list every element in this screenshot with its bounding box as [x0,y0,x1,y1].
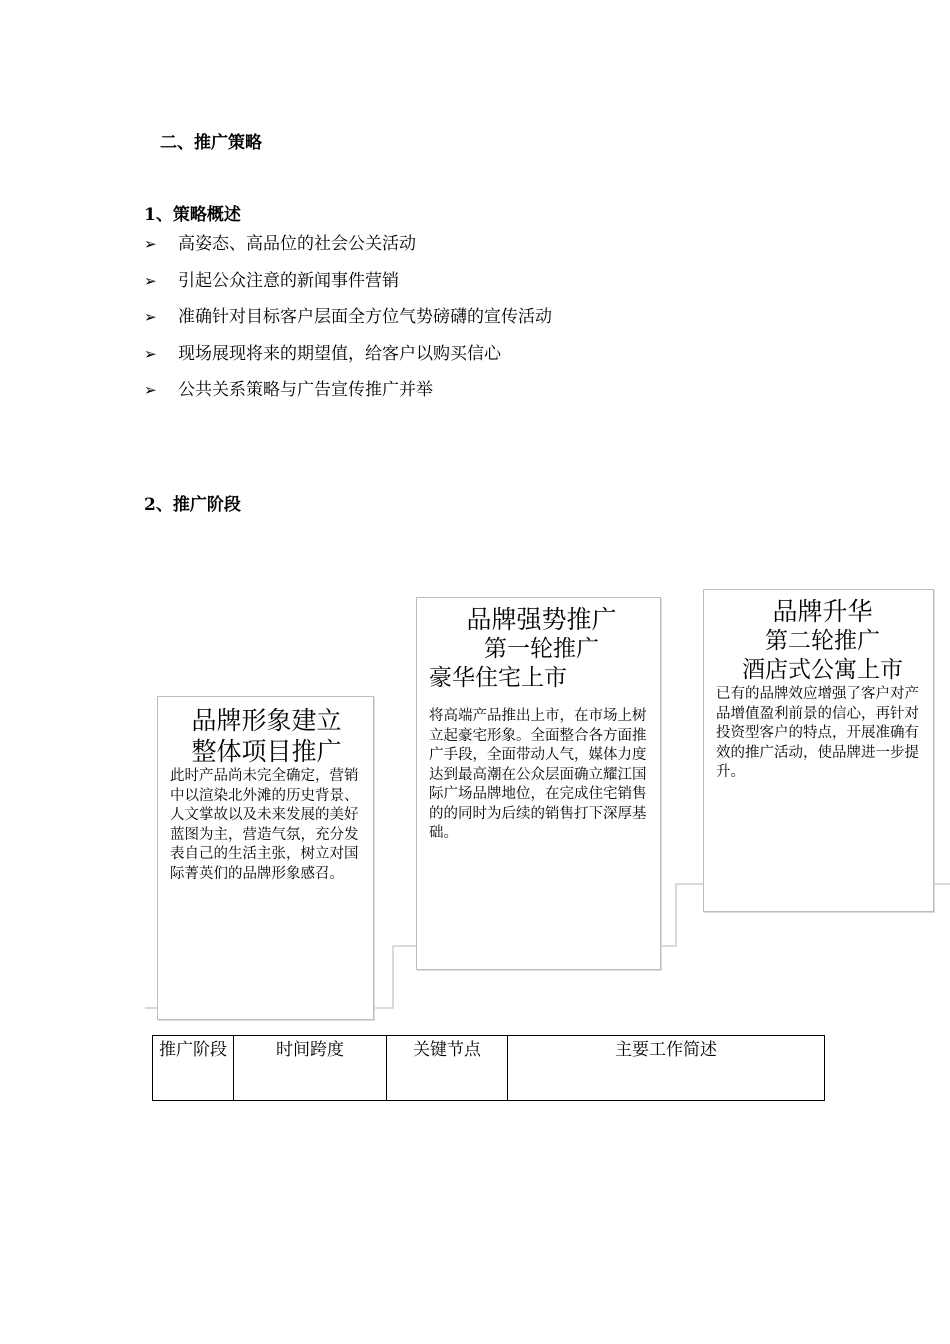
table-header-cell: 时间跨度 [234,1036,387,1101]
section-title: 二、推广策略 [160,133,262,153]
arrow-bullet-icon: ➢ [144,381,157,399]
bullet-text: 引起公众注意的新闻事件营销 [178,270,399,291]
table-header-cell: 推广阶段 [153,1036,234,1101]
stage-box-brand-upgrade [703,589,934,912]
stage-subtitle: 第一轮推广 [484,636,599,662]
stage-subtitle: 整体项目推广 [191,737,342,766]
stage-box-brand-image [157,696,374,1020]
bullet-text: 现场展现将来的期望值，给客户以购买信心 [178,343,501,364]
arrow-bullet-icon: ➢ [144,344,157,363]
stage-title: 品牌强势推广 [466,605,617,634]
stage-title: 品牌升华 [772,597,873,626]
table-header-cell: 关键节点 [387,1036,508,1101]
stage-table [152,1035,825,1101]
arrow-bullet-icon: ➢ [144,308,157,326]
stage-description: 此时产品尚未完全确定，营销中以渲染北外滩的历史背景、人文掌故以及未来发展的美好蓝图为主，营造气氛，充分发表自己的生活主张，树立对国际菁英们的品牌形象感召。 [170,768,359,882]
bullet-text: 准确针对目标客户层面全方位气势磅礴的宣传活动 [178,307,552,327]
stage-subtitle: 豪华住宅上市 [429,665,567,691]
arrow-bullet-icon: ➢ [144,235,157,253]
stage-title: 品牌形象建立 [191,706,342,735]
table-header-cell: 主要工作简述 [508,1036,825,1101]
arrow-bullet-icon: ➢ [144,271,157,290]
overview-heading: 1、策略概述 [144,205,241,225]
stage-box-brand-push [416,597,661,970]
bullet-text: 高姿态、高品位的社会公关活动 [178,234,416,254]
stage-subtitle: 酒店式公寓上市 [742,657,903,683]
bullet-text: 公共关系策略与广告宣传推广并举 [178,380,433,400]
stage-description: 将高端产品推出上市，在市场上树立起豪宅形象。全面整合各方面推广手段，全面带动人气，媒体力度达到最高潮在公众层面确立耀江国际广场品牌地位，在完成住宅销售的的同时为后续的销售打下深厚基础。 [429,708,647,841]
stage-description: 已有的品牌效应增强了客户对产品增值盈利前景的信心，再针对投资型客户的特点，开展准确有效的推广活动，使品牌进一步提升。 [716,686,919,780]
stage-subtitle: 第二轮推广 [765,628,880,654]
stages-heading: 2、推广阶段 [144,495,241,515]
table-header-row [153,1036,825,1101]
